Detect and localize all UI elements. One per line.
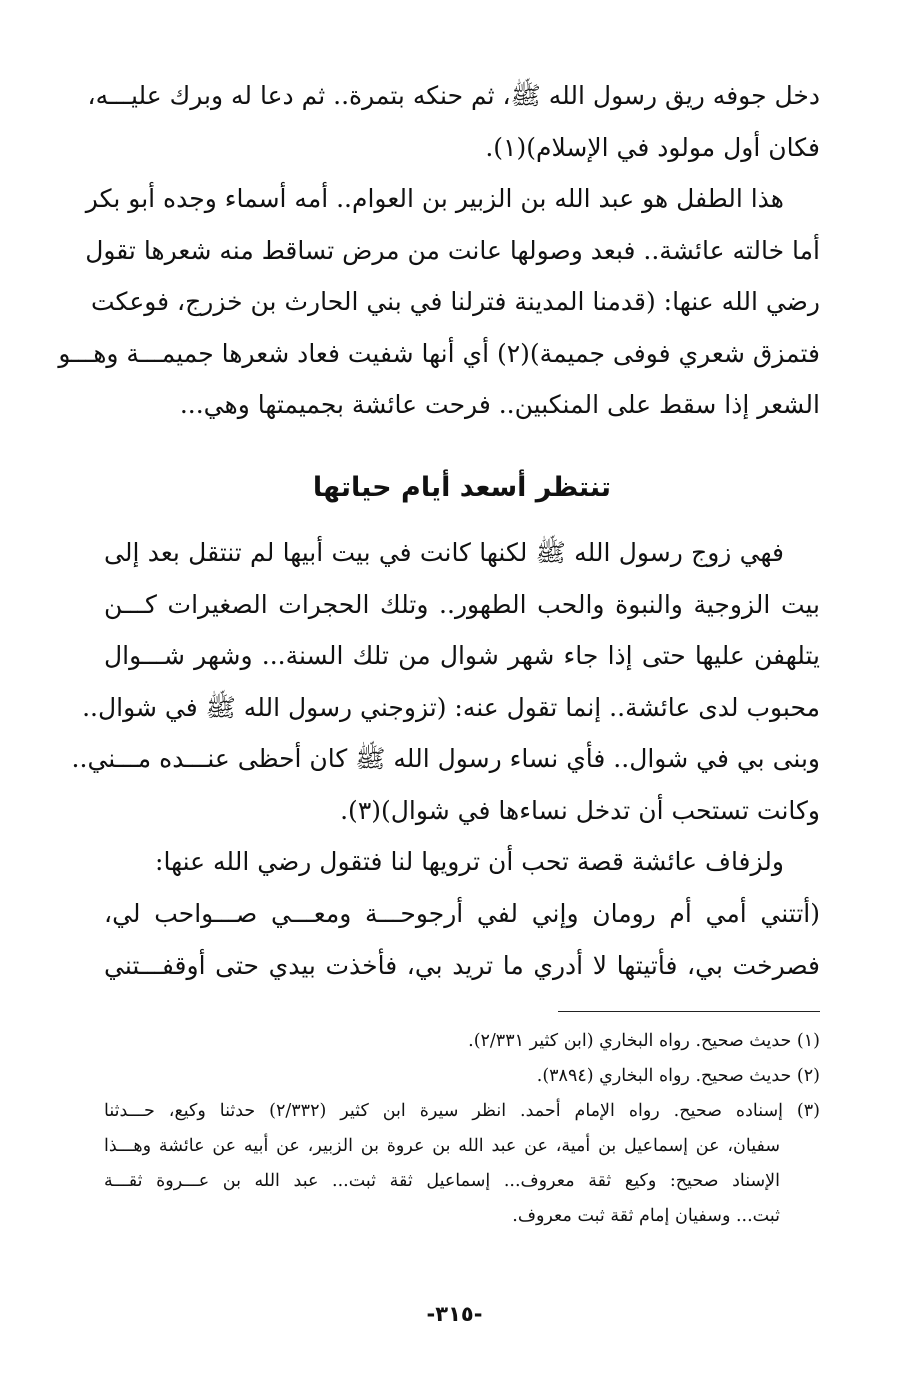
text-line: (أتتني أمي أم رومان وإني لفي أرجوحـــة ومعـــي صـــواحب لي،: [104, 899, 820, 928]
text-line: الشعر إذا سقط على المنكبين.. فرحت عائشة بجميمتها وهي...: [179, 390, 820, 419]
footnote-3: (٣) إسناده صحيح. رواه الإمام أحمد. انظر سيرة ابن كثير (٢/٣٣٢) حدثنا وكيع، حـــدثنا: [104, 1101, 820, 1121]
text-line: فتمزق شعري فوفى جميمة)(٢) أي أنها شفيت فعاد شعرها جميمـــة وهـــو: [58, 338, 820, 368]
footnote-2: (٢) حديث صحيح. رواه البخاري (٣٨٩٤).: [536, 1066, 820, 1086]
paragraph-4: [104, 836, 820, 888]
footnote-1: (١) حديث صحيح. رواه البخاري (ابن كثير ٢/٣٣١).: [468, 1031, 820, 1051]
page-number: -٣١٥-: [426, 1302, 483, 1326]
text-line: محبوب لدى عائشة.. إنما تقول عنه: (تزوجني رسول الله ﷺ في شوال..: [82, 692, 820, 722]
footnote-3-continuation: سفيان، عن إسماعيل بن أمية، عن عبد الله بن عروة بن الزبير، عن أبيه عن عائشة وهـــذا: [104, 1136, 780, 1156]
footnotes: [104, 1024, 820, 1234]
text-line: أما خالته عائشة.. فبعد وصولها عانت من مرض تساقط منه شعرها تقول: [85, 235, 820, 265]
text-line: دخل جوفه ريق رسول الله ﷺ، ثم حنكه بتمرة.. ثم دعا له وبرك عليـــه،: [87, 81, 820, 110]
footnote-separator: [558, 1011, 820, 1012]
text-line: ولزفاف عائشة قصة تحب أن ترويها لنا فتقول رضي الله عنها:: [155, 847, 784, 876]
paragraph-5: [104, 888, 820, 991]
text-line: هذا الطفل هو عبد الله بن الزبير بن العوام.. أمه أسماء وجده أبو بكر: [85, 184, 784, 213]
text-line: فهي زوج رسول الله ﷺ لكنها كانت في بيت أبيها لم تنتقل بعد إلى: [104, 538, 784, 567]
paragraph-1: [87, 70, 820, 173]
text-line: يتلهفن عليها حتى إذا جاء شهر شوال من تلك السنة... وشهر شـــوال: [104, 641, 820, 670]
text-line: وبنى بي في شوال.. فأي نساء رسول الله ﷺ كان أحظى عنـــده مـــني..: [71, 744, 820, 773]
text-line: بيت الزوجية والنبوة والحب الطهور.. وتلك الحجرات الصغيرات كـــن: [104, 589, 820, 619]
paragraph-2: [58, 173, 820, 431]
footnote-3-continuation: الإسناد صحيح: وكيع ثقة معروف... إسماعيل ثقة ثبت... عبد الله بن عـــروة ثقـــة: [104, 1171, 780, 1191]
text-line: فكان أول مولود في الإسلام)(١).: [485, 132, 820, 162]
text-line: فصرخت بي، فأتيتها لا أدري ما تريد بي، فأخذت بيدي حتى أوقفـــتني: [104, 950, 820, 980]
text-line: رضي الله عنها: (قدمنا المدينة فترلنا في بني الحارث بن خزرج، فوعكت: [90, 287, 820, 316]
text-line: وكانت تستحب أن تدخل نساءها في شوال)(٣).: [340, 795, 820, 825]
footnote-3-continuation: ثبت... وسفيان إمام ثقة ثبت معروف.: [512, 1206, 780, 1226]
paragraph-3: [71, 527, 820, 836]
section-heading: تنتظر أسعد أيام حياتها: [312, 472, 612, 503]
